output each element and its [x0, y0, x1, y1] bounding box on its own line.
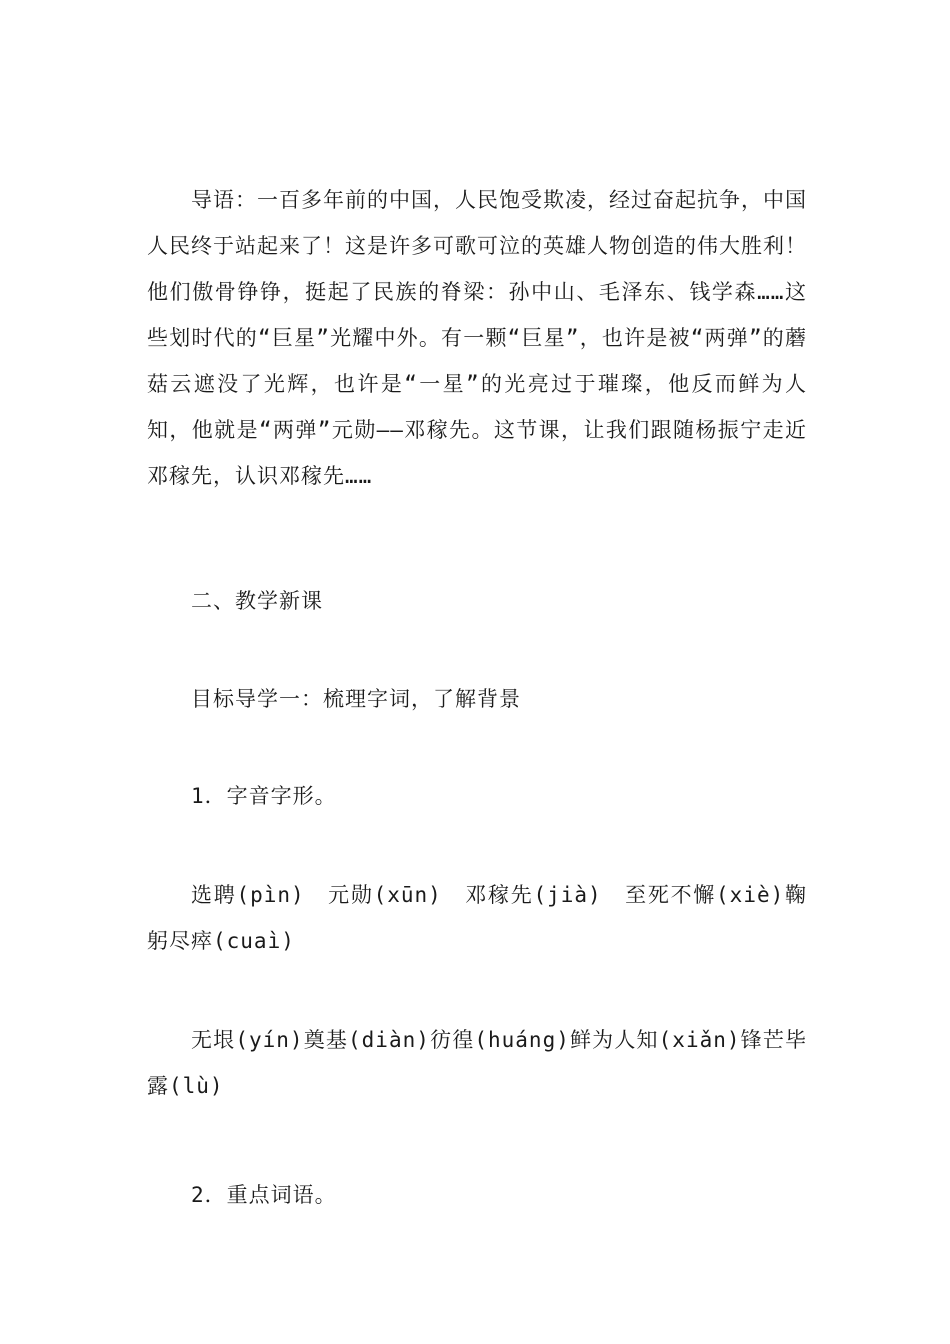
pinyin-paragraph-1: 选聘(pìn) 元勋(xūn) 邓稼先(jià) 至死不懈(xiè)鞠躬尽瘁(cuaì) — [147, 883, 807, 953]
goal-heading: 目标导学一：梳理字词，了解背景 — [191, 687, 521, 711]
item-heading-pronunciation: 1．字音字形。 — [191, 784, 337, 808]
item-heading-key-words: 2．重点词语。 — [191, 1183, 337, 1207]
pinyin-paragraph-2: 无垠(yín)奠基(diàn)彷徨(huáng)鲜为人知(xiǎn)锋芒毕露(lù) — [147, 1028, 807, 1098]
intro-paragraph: 导语：一百多年前的中国，人民饱受欺凌，经过奋起抗争，中国人民终于站起来了！这是许多可歌可泣的英雄人物创造的伟大胜利！他们傲骨铮铮，挺起了民族的脊梁：孙中山、毛泽东、钱学森……这些划时代的“巨星”光耀中外。有一颗“巨星”，也许是被“两弹”的蘑菇云遮没了光辉，也许是“一星”的光亮过于璀璨，他反而鲜为人知，他就是“两弹”元勋——邓稼先。这节课，让我们跟随杨振宁走近邓稼先，认识邓稼先…… — [147, 188, 807, 488]
section-heading: 二、教学新课 — [191, 589, 323, 613]
